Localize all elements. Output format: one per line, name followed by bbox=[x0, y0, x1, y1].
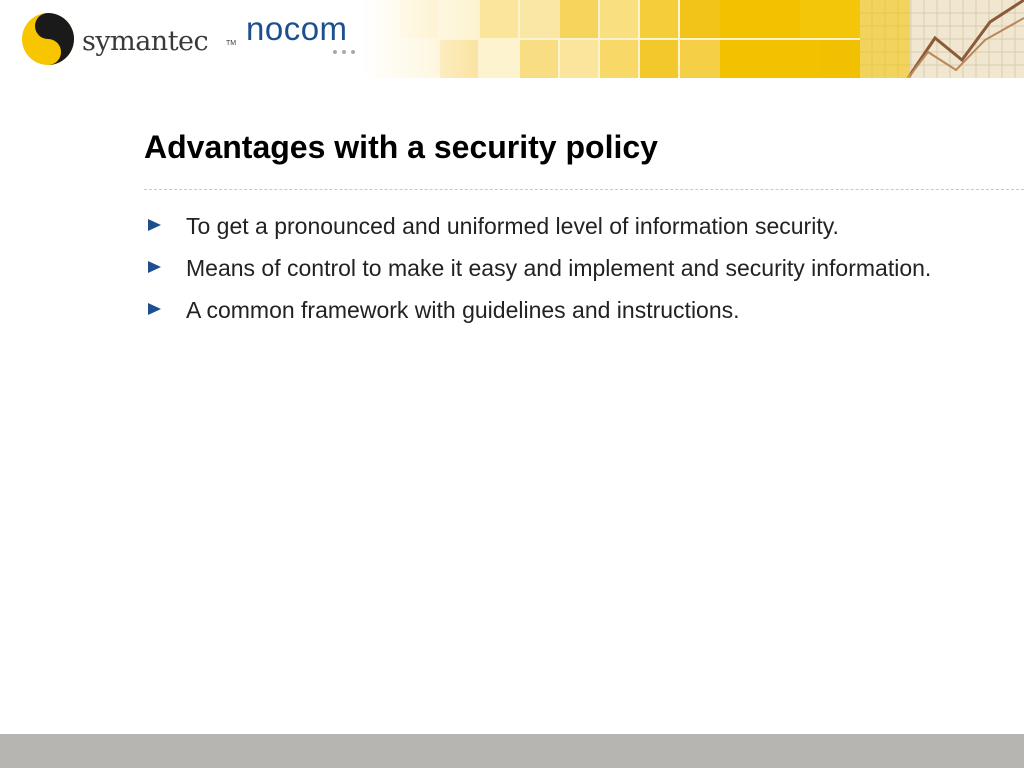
bullet-text: Means of control to make it easy and implement and security information. bbox=[186, 255, 932, 281]
bullet-item bbox=[144, 211, 964, 241]
footer-bar bbox=[0, 734, 1024, 768]
nocom-wordmark: nocom bbox=[246, 10, 348, 47]
symantec-wordmark: symantec bbox=[82, 26, 209, 57]
triangle-right-icon bbox=[148, 219, 161, 231]
bullet-list bbox=[144, 211, 964, 337]
nocom-dots-decoration bbox=[332, 49, 362, 55]
symantec-logo bbox=[20, 12, 237, 66]
bullet-text: A common framework with guidelines and instructions. bbox=[186, 297, 740, 323]
symantec-globe-icon bbox=[20, 12, 76, 66]
header-banner-area bbox=[0, 0, 1024, 78]
triangle-right-icon bbox=[148, 303, 161, 315]
title-divider bbox=[144, 189, 1024, 190]
slide-title: Advantages with a security policy bbox=[144, 129, 658, 165]
bullet-text: To get a pronounced and uniformed level of information security. bbox=[186, 213, 839, 239]
bullet-item bbox=[144, 253, 964, 283]
trademark-symbol: TM bbox=[226, 40, 237, 47]
triangle-right-icon bbox=[148, 261, 161, 273]
nocom-logo bbox=[246, 12, 366, 58]
bullet-item bbox=[144, 295, 964, 325]
yellow-mosaic-banner bbox=[360, 0, 1024, 78]
